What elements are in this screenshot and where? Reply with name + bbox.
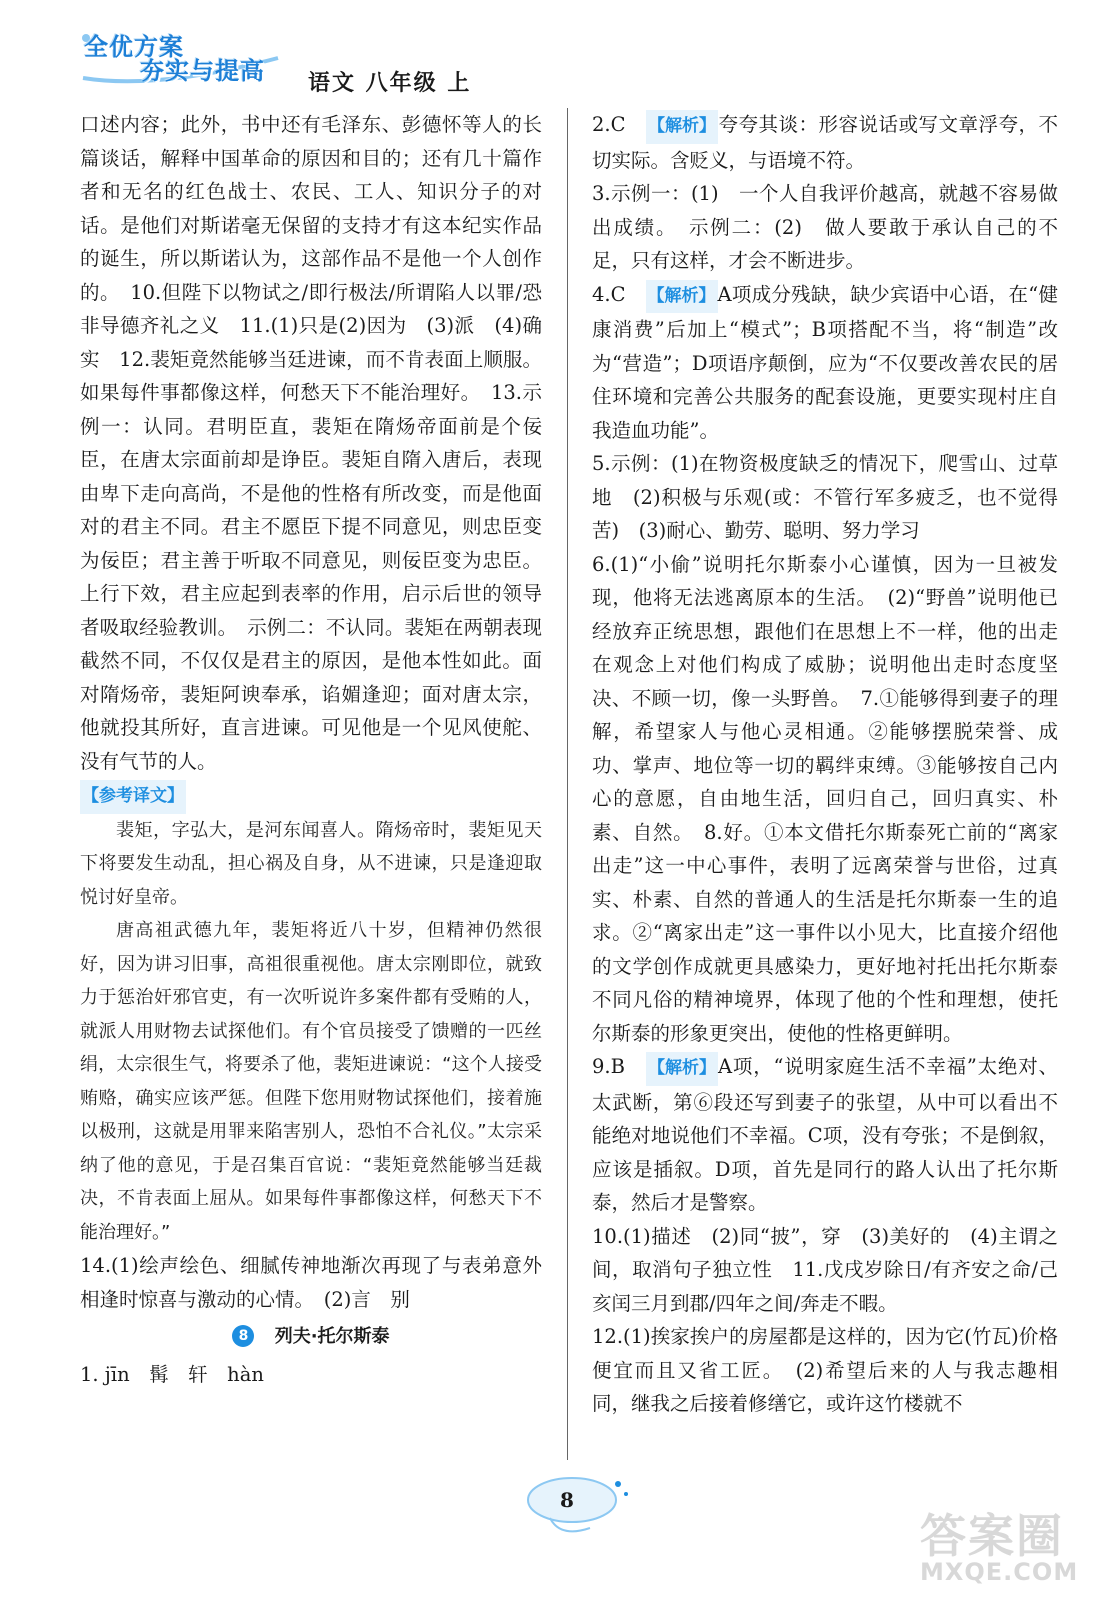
ref-translation [80,814,542,1250]
analysis-tag: 【解析】 [646,110,718,144]
watermark-line1: 答案圈 [920,1509,1064,1563]
watermark-logo [900,1500,1100,1590]
right-column [592,108,1058,1421]
left-column [80,108,542,1391]
answer-item: 5.示例：(1)在物资极度缺乏的情况下，爬雪山、过草地 (2)积极与乐观(或：不管行军多疲乏，也不觉得苦) (3)耐心、勤劳、聪明、努力学习 [592,452,1058,542]
answer-item: 3.示例一：(1) 一个人自我评价越高，就越不容易做出成绩。 示例二：(2) 做人要敢于承认自己的不足，只有这样，才会不断进步。 [592,182,1058,272]
answer-item: 4.C 【解析】 A项成分残缺，缺少宾语中心语，在“健康消费”后加上“模式”；B项搭配不当，将“制造”改为“营造”；D项语序颠倒，应为“不仅要改善农民的居住环境和完善公共服务的配套设施，更要实现村庄自我造血功能”。 [592,278,1058,448]
page-number: 8 [560,1488,574,1512]
answer-q14: 14.(1)绘声绘色、细腻传神地渐次再现了与表弟意外相逢时惊喜与激动的心情。 (2)言 别 [80,1254,542,1311]
chapter-number-badge: 8 [232,1325,254,1347]
chapter-heading [80,1320,542,1354]
analysis-tag: 【解析】 [646,280,718,314]
answer-item: 12.(1)挨家挨户的房屋都是这样的，因为它(竹瓦)价格便宜而且又省工匠。 (2)希望后来的人与我志趣相同，继我之后接着修缮它，或许这竹楼就不 [592,1325,1058,1415]
answer-item: 10.(1)描述 (2)同“披”，穿 (3)美好的 (4)主谓之间，取消句子独立性 11.戊戌岁除日/有齐安之命/己亥闰三月到郡/四年之间/奔走不暇。 [592,1224,1058,1315]
answer-item: 2.C 【解析】 夸夸其谈：形容说话或写文章浮夸，不切实际。含贬义，与语境不符。 [592,108,1058,177]
page-title: 语文 八年级 上 [308,71,472,96]
logo-line2: 夯实与提高 [140,57,265,85]
answer-item: 9.B 【解析】 A项，“说明家庭生活不幸福”太绝对、太武断，第⑥段还写到妻子的张望，从中可以看出不能绝对地说他们不幸福。C项，没有夸张；不是倒叙，应该是插叙。D项，首先是同行的路人认出了托尔斯泰，然后才是警察。 [592,1050,1058,1220]
brand-logo [78,28,288,90]
ref-translation-label: 【参考译文】 [80,780,186,814]
answer-q1: 1. jīn 髯 轩 hàn [80,1362,264,1386]
logo-line1: 全优方案 [84,33,184,61]
page-header [78,28,1038,98]
ref-paragraph: 裴矩，字弘大，是河东闻喜人。隋炀帝时，裴矩见天下将要发生动乱，担心祸及自身，从不进谏，只是逢迎取悦讨好皇帝。 [80,819,542,908]
column-divider [567,108,568,1460]
ref-paragraph: 唐高祖武德九年，裴矩将近八十岁，但精神仍然很好，因为讲习旧事，高祖很重视他。唐太宗刚即位，就致力于惩治奸邪官吏，有一次听说许多案件都有受贿的人，就派人用财物去试探他们。有个官员接受了馈赠的一匹丝绢，太宗很生气，将要杀了他，裴矩进谏说：“这个人接受贿赂，确实应该严惩。但陛下您用财物试探他们，接着施以极刑，这就是用罪来陷害别人，恐怕不合礼仪。”太宗采纳了他的意见，于是召集百官说：“裴矩竟然能够当廷裁决，不肯表面上屈从。如果每件事都像这样，何愁天下不能治理好。” [80,920,542,1243]
page-footer [520,1470,640,1540]
answer-text-left: 口述内容；此外，书中还有毛泽东、彭德怀等人的长篇谈话，解释中国革命的原因和目的；还有几十篇作者和无名的红色战士、农民、工人、知识分子的对话。是他们对斯诺毫无保留的支持才有这本纪实作品的诞生，所以斯诺认为，这部作品不是他一个人创作的。 10.但陛下以物试之/即行极法/所谓陷人以罪/恐非导德齐礼之义 11.(1)只是(2)因为 (3)派 (4)确实 12.裴矩竟然能够当廷进谏，而不肯表面上顺服。如果每件事都像这样，何愁天下不能治理好。 13.示例一：认同。君明臣直，裴矩在隋炀帝面前是个佞臣，在唐太宗面前却是诤臣。裴矩自隋入唐后，表现由卑下走向高尚，不是他的性格有所改变，而是他面对的君主不同。君主不愿臣下提不同意见，则忠臣变为佞臣；君主善于听取不同意见，则佞臣变为忠臣。上行下效，君主应起到表率的作用，启示后世的领导者吸取经验教训。 示例二：不认同。裴矩在两朝表现截然不同，不仅仅是君主的原因，是他本性如此。面对隋炀帝，裴矩阿谀奉承，谄媚逢迎；面对唐太宗，他就投其所好，直言进谏。可见他是一个见风使舵、没有气节的人。 [80,113,542,773]
analysis-tag: 【解析】 [646,1052,718,1086]
page-number-bubble-icon [520,1470,640,1540]
answer-item: 6.(1)“小偷”说明托尔斯泰小心谨慎，因为一旦被发现，他将无法逃离原本的生活。 (2)“野兽”说明他已经放弃正统思想，跟他们在思想上不一样，他的出走在观念上对他们构成了威胁；说明他出走时态度坚决、不顾一切，像一头野兽。 7.①能够得到妻子的理解，希望家人与他心灵相通。②能够摆脱荣誉、成功、掌声、地位等一切的羁绊束缚。③能够按自己内心的意愿，自由地生活，回归自己，回归真实、朴素、自然。 8.好。①本文借托尔斯泰死亡前的“离家出走”这一中心事件，表明了远离荣誉与世俗，过真实、朴素、自然的普通人的生活是托尔斯泰一生的追求。②“离家出走”这一事件以小见大，比直接介绍他的文学创作成就更具感染力，更好地衬托出托尔斯泰不同凡俗的精神境界，体现了他的个性和理想，使托尔斯泰的形象更突出，使他的性格更鲜明。 [592,552,1058,1045]
watermark-line2: MXQE.COM [920,1558,1079,1586]
chapter-title: 列夫·托尔斯泰 [274,1326,390,1347]
